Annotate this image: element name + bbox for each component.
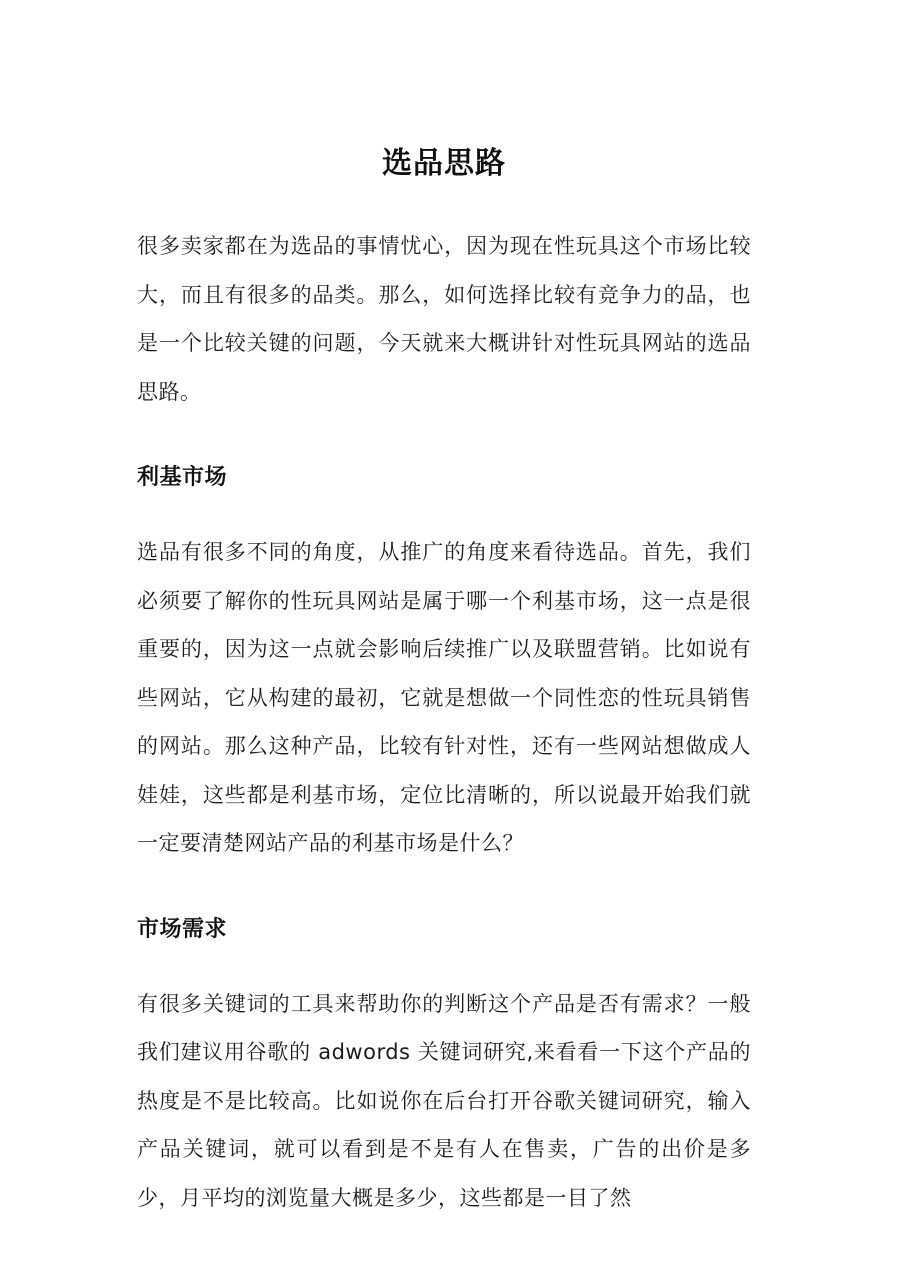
section-heading-market-demand: 市场需求: [137, 916, 228, 942]
section-paragraph-market-demand: 有很多关键词的工具来帮助你的判断这个产品是否有需求？一般我们建议用谷歌的 adwords 关键词研究,来看看一下这个产品的热度是不是比较高。比如说你在后台打开谷歌关键词研究，输入产品关键词，就可以看到是不是有人在售卖，广告的出价是多少，月平均的浏览量大概是多少，这些都是一目了然: [137, 991, 751, 1210]
page-title: 选品思路: [382, 146, 506, 181]
intro-paragraph: 很多卖家都在为选品的事情忧心，因为现在性玩具这个市场比较大，而且有很多的品类。那么，如何选择比较有竞争力的品，也是一个比较关键的问题，今天就来大概讲针对性玩具网站的选品思路。: [137, 234, 751, 404]
section-paragraph-niche-market: 选品有很多不同的角度，从推广的角度来看待选品。首先，我们必须要了解你的性玩具网站是属于哪一个利基市场，这一点是很重要的，因为这一点就会影响后续推广以及联盟营销。比如说有些网站，它从构建的最初，它就是想做一个同性恋的性玩具销售的网站。那么这种产品，比较有针对性，还有一些网站想做成人娃娃，这些都是利基市场，定位比清晰的，所以说最开始我们就一定要清楚网站产品的利基市场是什么？: [137, 540, 751, 855]
document-body: [137, 136, 751, 1222]
section-heading-niche-market: 利基市场: [137, 465, 228, 490]
